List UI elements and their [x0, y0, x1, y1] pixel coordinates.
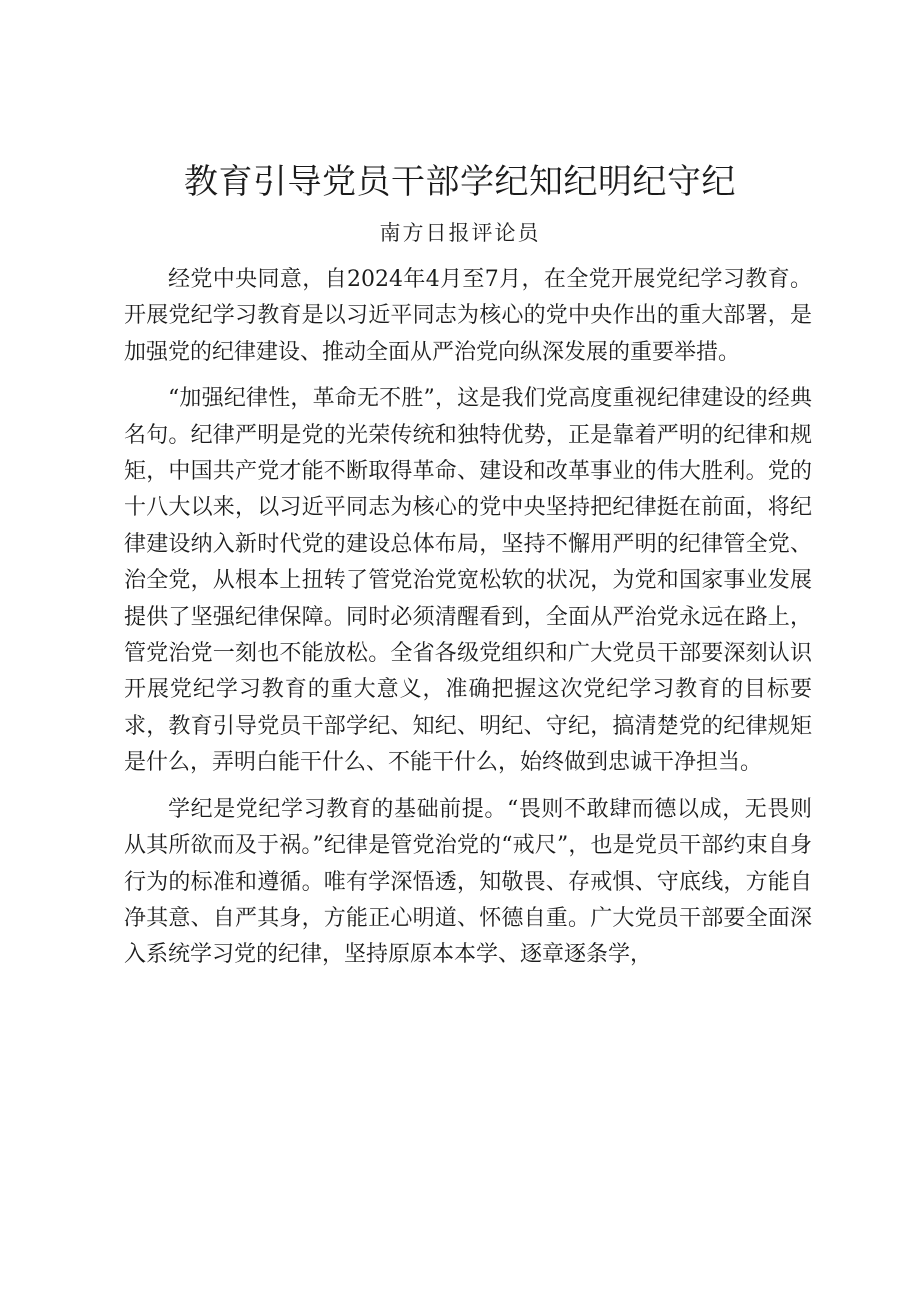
byline: 南方日报评论员	[379, 221, 541, 245]
document-title: 教育引导党员干部学纪知纪明纪守纪	[184, 162, 736, 202]
paragraph: “加强纪律性，革命无不胜”，这是我们党高度重视纪律建设的经典名句。纪律严明是党的光荣传统和独特优势，正是靠着严明的纪律和规矩，中国共产党才能不断取得革命、建设和改革事业的伟大胜利。党的十八大以来，以习近平同志为核心的党中央坚持把纪律挺在前面，将纪律建设纳入新时代党的建设总体布局，坚持不懈用严明的纪律管全党、治全党，从根本上扭转了管党治党宽松软的状况，为党和国家事业发展提供了坚强纪律保障。同时必须清醒看到，全面从严治党永远在路上，管党治党一刻也不能放松。全省各级党组织和广大党员干部要深刻认识开展党纪学习教育的重大意义，准确把握这次党纪学习教育的目标要求，教育引导党员干部学纪、知纪、明纪、守纪，搞清楚党的纪律规矩是什么，弄明白能干什么、不能干什么，始终做到忠诚干净担当。	[124, 386, 812, 776]
paragraph: 经党中央同意，自2024年4月至7月，在全党开展党纪学习教育。开展党纪学习教育是以习近平同志为核心的党中央作出的重大部署，是加强党的纪律建设、推动全面从严治党向纵深发展的重要举措。	[124, 267, 812, 365]
article-body	[124, 262, 812, 974]
paragraph: 学纪是党纪学习教育的基础前提。“畏则不敢肆而德以成，无畏则从其所欲而及于祸。”纪律是管党治党的“戒尺”，也是党员干部约束自身行为的标准和遵循。唯有学深悟透，知敬畏、存戒惧、守底线，方能自净其意、自严其身，方能正心明道、怀德自重。广大党员干部要全面深入系统学习党的纪律，坚持原原本本学、逐章逐条学，	[124, 796, 812, 968]
